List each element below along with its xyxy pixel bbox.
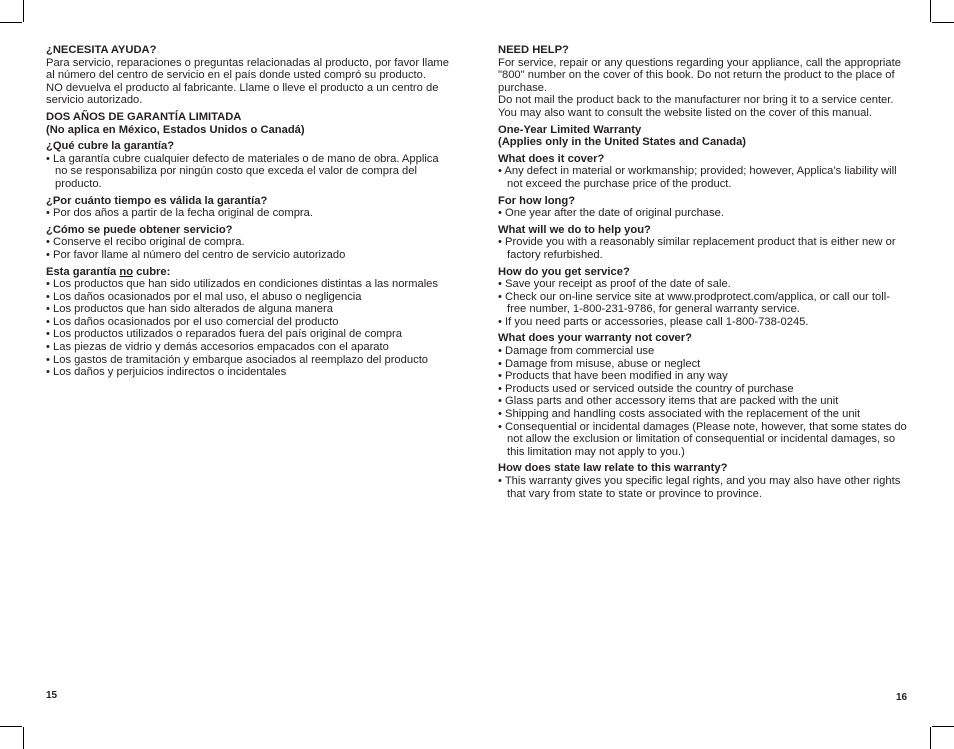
bullet-icon: • <box>498 345 506 358</box>
heading-part: Esta garantía <box>46 265 120 278</box>
bullet-item <box>46 249 454 262</box>
paragraph: NO devuelva el producto al fabricante. Llame o lleve el producto a un centro de servicio autorizado. <box>46 81 439 107</box>
bullet-item <box>46 316 454 329</box>
bullet-text: Los daños ocasionados por el mal uso, el abuso o negligencia <box>53 290 362 303</box>
bullet-icon: • <box>46 290 54 303</box>
section-heading: ¿Por cuánto tiempo es válida la garantía? <box>46 194 268 207</box>
bullet-text: Los productos que han sido utilizados en condiciones distintas a las normales <box>53 278 438 291</box>
bullet-text: Por favor llame al número del centro de servicio autorizado <box>53 248 346 261</box>
bullet-item <box>498 236 908 261</box>
bullet-item <box>46 341 454 354</box>
crop-mark-bottom-right-h <box>932 726 954 727</box>
bullet-text: Save your receipt as proof of the date of sale. <box>505 278 731 291</box>
section-heading: ¿NECESITA AYUDA? <box>46 44 157 56</box>
bullet-text: One year after the date of original purchase. <box>505 207 724 220</box>
bullet-icon: • <box>498 315 506 328</box>
bullet-text: Shipping and handling costs associated with the replacement of the unit <box>505 408 861 421</box>
bullet-item <box>498 395 908 408</box>
bullet-item <box>498 316 908 329</box>
bullet-text: Los daños ocasionados por el uso comercial del producto <box>53 315 339 328</box>
bullet-icon: • <box>46 366 54 379</box>
paragraph: Do not mail the product back to the manufacturer nor bring it to a service center. You may also want to consult the website listed on the cover of this manual. <box>498 94 894 119</box>
bullet-text: Products that have been modified in any way <box>505 370 728 383</box>
bullet-item <box>498 345 908 358</box>
bullet-item <box>46 236 454 249</box>
bullet-text: Damage from misuse, abuse or neglect <box>505 357 701 370</box>
section-heading: ¿Cómo se puede obtener servicio? <box>46 223 233 236</box>
crop-mark-top-right <box>930 0 931 22</box>
page-number-right: 16 <box>896 692 908 703</box>
bullet-item <box>498 207 908 220</box>
bullet-item <box>46 303 454 316</box>
bullet-text: Provide you with a reasonably similar replacement product that is either new or factory refurbished. <box>505 236 896 261</box>
bullet-text: If you need parts or accessories, please call 1-800-738-0245. <box>505 315 809 328</box>
page-number-left: 15 <box>46 690 58 701</box>
section-heading: What will we do to help you? <box>498 223 651 236</box>
bullet-text: Any defect in material or workmanship; provided; however, Applica’s liability will not exceed the purchase price of the product. <box>504 165 897 190</box>
bullet-icon: • <box>46 315 54 328</box>
bullet-item <box>498 358 908 371</box>
bullet-item <box>46 153 454 191</box>
bullet-text: Los productos que han sido alterados de alguna manera <box>53 303 333 316</box>
section-heading <box>46 266 454 279</box>
bullet-text: Glass parts and other accessory items that are packed with the unit <box>505 395 839 408</box>
crop-mark-top-right-h <box>932 22 954 23</box>
bullet-item <box>46 207 454 220</box>
bullet-item <box>498 475 908 500</box>
bullet-item <box>46 354 454 367</box>
bullet-item <box>498 370 908 383</box>
heading-part: cubre: <box>133 265 171 278</box>
bullet-text: Los daños y perjuicios indirectos o incidentales <box>53 366 287 379</box>
bullet-icon: • <box>498 395 506 408</box>
bullet-item <box>498 383 908 396</box>
bullet-icon: • <box>498 278 506 291</box>
bullet-text: Los gastos de tramitación y embarque asociados al reemplazo del producto <box>53 353 429 366</box>
bullet-item <box>498 165 908 190</box>
bullet-item <box>498 408 908 421</box>
bullet-item <box>498 278 908 291</box>
section-subheading: (Applies only in the United States and Canada) <box>498 136 747 149</box>
crop-mark-bottom-left <box>23 727 24 749</box>
bullet-icon: • <box>46 353 54 366</box>
bullet-icon: • <box>46 341 54 354</box>
bullet-icon: • <box>498 420 506 433</box>
crop-mark-top-left-h <box>0 22 22 23</box>
bullet-item <box>46 328 454 341</box>
section-heading: One-Year Limited Warranty <box>498 123 642 136</box>
section-heading: How do you get service? <box>498 265 630 278</box>
bullet-icon: • <box>498 236 506 249</box>
bullet-icon: • <box>498 290 506 303</box>
section-heading: How does state law relate to this warranty? <box>498 462 728 475</box>
bullet-icon: • <box>46 248 54 261</box>
bullet-item <box>498 421 908 459</box>
bullet-text: Las piezas de vidrio y demás accesorios empacados con el aparato <box>53 341 389 354</box>
bullet-icon: • <box>46 236 54 249</box>
bullet-text: Conserve el recibo original de compra. <box>53 236 245 249</box>
bullet-item <box>46 278 454 291</box>
bullet-text: Por dos años a partir de la fecha original de compra. <box>53 207 313 220</box>
bullet-icon: • <box>46 303 54 316</box>
bullet-icon: • <box>498 382 506 395</box>
bullet-item <box>46 291 454 304</box>
section-heading: DOS AÑOS DE GARANTÍA LIMITADA <box>46 110 242 123</box>
bullet-icon: • <box>46 278 54 291</box>
section-heading: ¿Qué cubre la garantía? <box>46 140 175 153</box>
paragraph: For service, repair or any questions regarding your appliance, call the appropriate "800" number on the cover of this book. Do not return the product to the place of purchase. <box>498 56 901 94</box>
bullet-icon: • <box>46 207 54 220</box>
bullet-text: Products used or serviced outside the country of purchase <box>505 382 794 395</box>
bullet-text: La garantía cubre cualquier defecto de materiales o de mano de obra. Applica no se responsabiliza por ningún costo que exceda el valor de compra del producto. <box>53 152 439 190</box>
bullet-text: Check our on-line service site at www.prodprotect.com/applica, or call our toll-free number, 1-800-231-9786, for general warranty service. <box>505 290 890 316</box>
bullet-item <box>46 366 454 379</box>
bullet-text: Los productos utilizados o reparados fuera del país original de compra <box>53 328 402 341</box>
spanish-warranty-column <box>46 44 454 379</box>
bullet-item <box>498 291 908 316</box>
bullet-text: Damage from commercial use <box>505 345 655 358</box>
bullet-text: Consequential or incidental damages (Please note, however, that some states do not allow the exclusion or limitation of consequential or incidental damages, so this limitation may not apply to you.) <box>505 420 907 458</box>
section-heading: For how long? <box>498 194 576 207</box>
crop-mark-top-left <box>23 0 24 22</box>
crop-mark-bottom-right <box>930 727 931 749</box>
section-heading: What does it cover? <box>498 152 605 165</box>
bullet-icon: • <box>498 370 506 383</box>
bullet-icon: • <box>498 357 506 370</box>
bullet-icon: • <box>498 475 505 487</box>
paragraph: Para servicio, reparaciones o preguntas relacionadas al producto, por favor llame al número del centro de servicio en el país donde usted compró su producto. <box>46 56 449 82</box>
section-heading: What does your warranty not cover? <box>498 332 692 345</box>
crop-mark-bottom-left-h <box>0 726 22 727</box>
english-warranty-column <box>498 44 908 500</box>
section-heading: NEED HELP? <box>498 44 569 56</box>
bullet-icon: • <box>498 207 506 220</box>
bullet-text: This warranty gives you specific legal rights, and you may also have other rights that vary from state to state or province to province. <box>504 475 901 500</box>
bullet-icon: • <box>46 328 54 341</box>
bullet-icon: • <box>498 408 506 421</box>
bullet-icon: • <box>46 152 54 165</box>
section-subheading: (No aplica en México, Estados Unidos o Canadá) <box>46 123 305 136</box>
heading-part: no <box>119 265 134 278</box>
bullet-icon: • <box>498 165 505 178</box>
